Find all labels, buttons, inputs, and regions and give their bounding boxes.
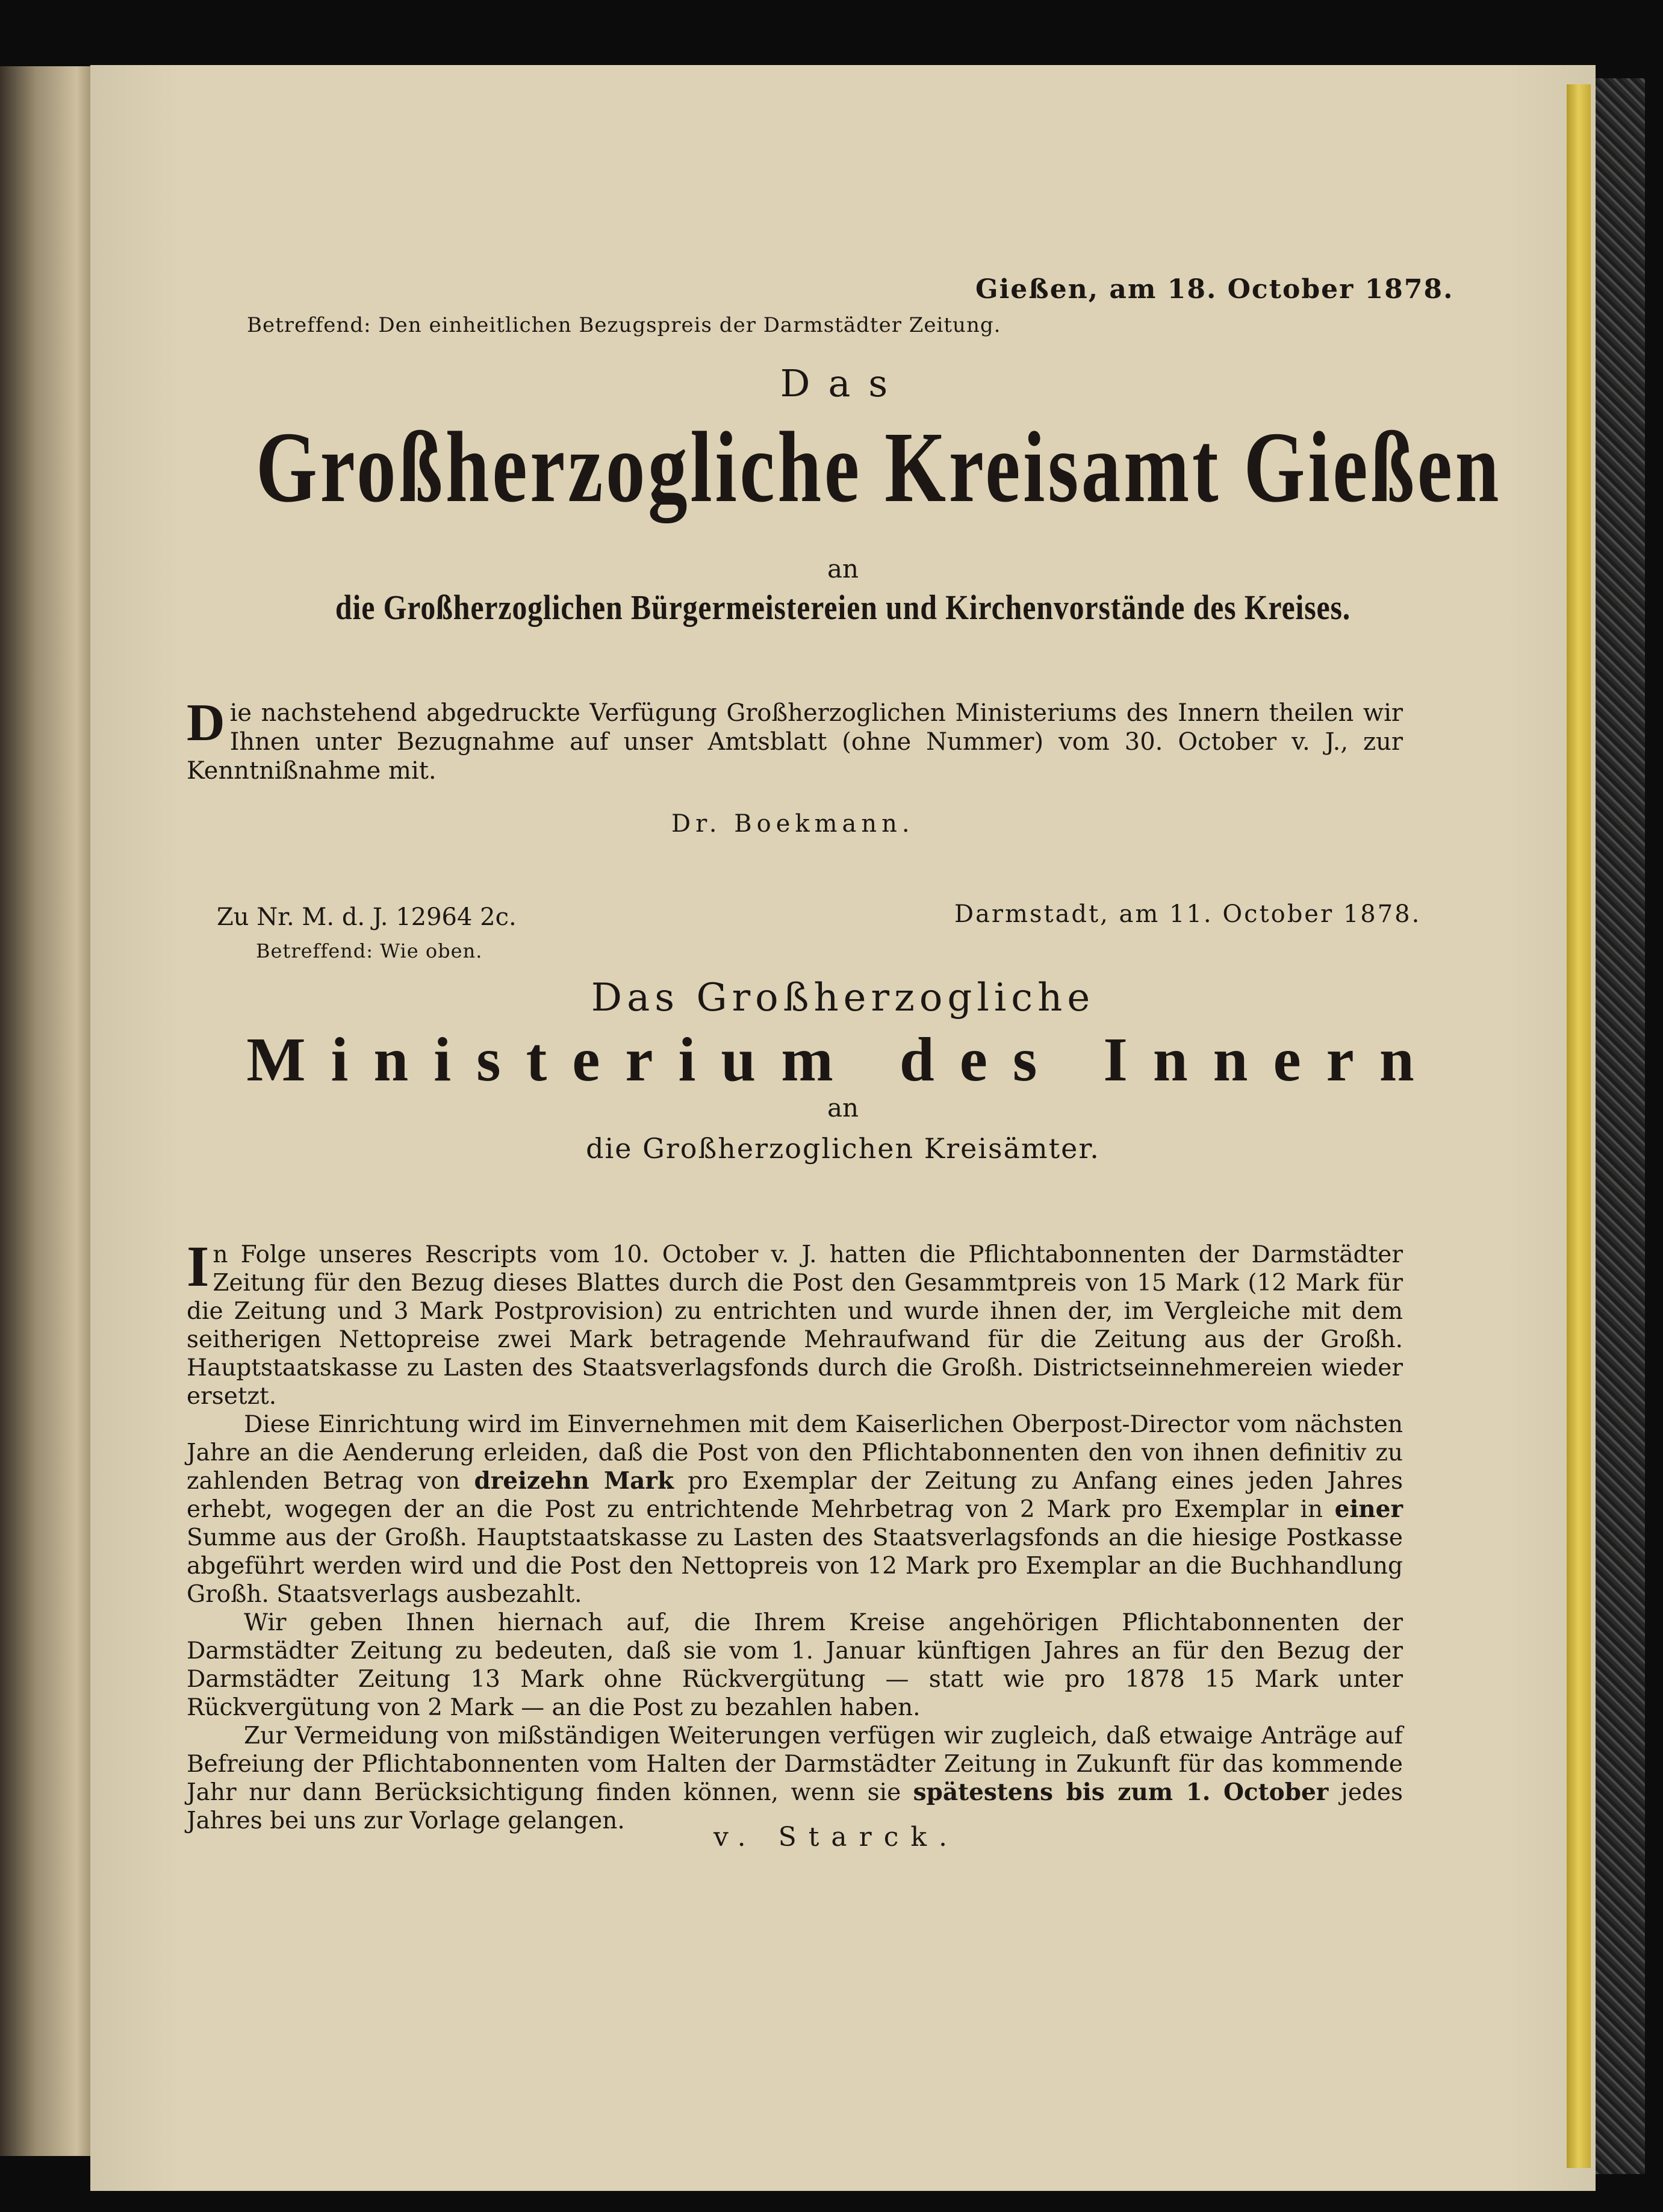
notice-text: ie nachstehend abgedruckte Verfügung Großherzoglichen Ministeriums des Innern theilen wir Ihnen unter Bezugnahme auf unser Amtsblatt (ohne Nummer) vom 30. October v. J., zur Kenntnißnahme mit. <box>187 699 1403 785</box>
addressed-to-word: an <box>827 554 859 584</box>
recipients-heading: die Großherzoglichen Bürgermeistereien und Kirchenvorstände des Kreises. <box>335 588 1351 627</box>
decree-paragraph-3: Wir geben Ihnen hiernach auf, die Ihrem Kreise angehörigen Pflichtabonnenten der Darmstädter Zeitung zu bedeuten, daß sie vom 1. Januar künftigen Jahres an für den Bezug der Darmstädter Zeitung 13 Mark ohne Rückvergütung — statt wie pro 1878 15 Mark unter Rückvergütung von 2 Mark — an die Post zu bezahlen haben. <box>187 1609 1403 1721</box>
notice-signature: Dr. Boekmann. <box>671 810 915 838</box>
issuing-authority-title: Großherzogliche Kreisamt Gießen <box>256 411 1502 523</box>
decree-signature: v. Starck. <box>713 1822 959 1852</box>
decree-paragraph-2: Diese Einrichtung wird im Einvernehmen mit dem Kaiserlichen Oberpost-Director vom nächsten Jahre an die Aenderung erleiden, daß die Post von den Pflichtabonnenten den von ihnen definitiv zu zahlenden Betrag von dreizehn Mark pro Exemplar der Zeitung zu Anfang eines jeden Jahres erhebt, wogegen der an die Post zu entrichtende Mehrbetrag von 2 Mark pro Exemplar in einer Summe aus der Großh. Hauptstaatskasse zu Lasten des Staatsverlagsfonds an die hiesige Postkasse abgeführt werden wird und die Post den Nettopreis von 12 Mark pro Exemplar an die Buchhandlung Großh. Staatsverlags ausbezahlt. <box>187 1411 1403 1608</box>
decree-body <box>187 1234 1403 1835</box>
bold-emphasis: einer <box>1334 1495 1403 1523</box>
decree-paragraph-1: In Folge unseres Rescripts vom 10. October v. J. hatten die Pflichtabonnenten der Darmstädter Zeitung für den Bezug dieses Blattes durch die Post den Gesammtpreis von 15 Mark (12 Mark für die Zeitung und 3 Mark Postprovision) zu entrichten und wurde ihnen der, im Vergleiche mit dem seitherigen Nettopreise zwei Mark betragende Mehraufwand für die Zeitung aus der Großh. Hauptstaatskasse zu Lasten des Staatsverlagsfonds durch die Großh. Districtseinnehmereien wieder ersetzt. <box>187 1234 1403 1410</box>
decree-place-date: Darmstadt, am 11. October 1878. <box>954 900 1422 928</box>
subject-line: Betreffend: Den einheitlichen Bezugspreis der Darmstädter Zeitung. <box>247 313 1001 337</box>
bold-emphasis: spätestens bis zum 1. October <box>913 1778 1329 1806</box>
book-cover-edge <box>1591 78 1645 2174</box>
decree-paragraph-4: Zur Vermeidung von mißständigen Weiterungen verfügen wir zugleich, daß etwaige Anträge auf Befreiung der Pflichtabonnenten vom Halten der Darmstädter Zeitung in Zukunft für das kommende Jahr nur dann Berücksichtigung finden können, wenn sie spätestens bis zum 1. October jedes Jahres bei uns zur Vorlage gelangen. <box>187 1722 1403 1834</box>
article-das: Das <box>780 361 906 405</box>
drop-initial: I <box>187 1234 210 1298</box>
decree-addressed-to-word: an <box>827 1093 859 1123</box>
ministry-title: Ministerium des Innern <box>246 1025 1440 1094</box>
bold-emphasis: dreizehn Mark <box>474 1467 674 1495</box>
decree-subject-line: Betreffend: Wie oben. <box>256 939 483 962</box>
decree-recipients: die Großherzoglichen Kreisämter. <box>586 1132 1100 1165</box>
left-page-edge <box>0 66 90 2156</box>
decree-das-heading: Das Großherzogliche <box>591 976 1095 1020</box>
decree-reference: Zu Nr. M. d. J. 12964 2c. <box>217 903 517 931</box>
place-date-header: Gießen, am 18. October 1878. <box>975 274 1454 305</box>
drop-initial: D <box>187 694 225 752</box>
notice-paragraph <box>187 694 1403 785</box>
